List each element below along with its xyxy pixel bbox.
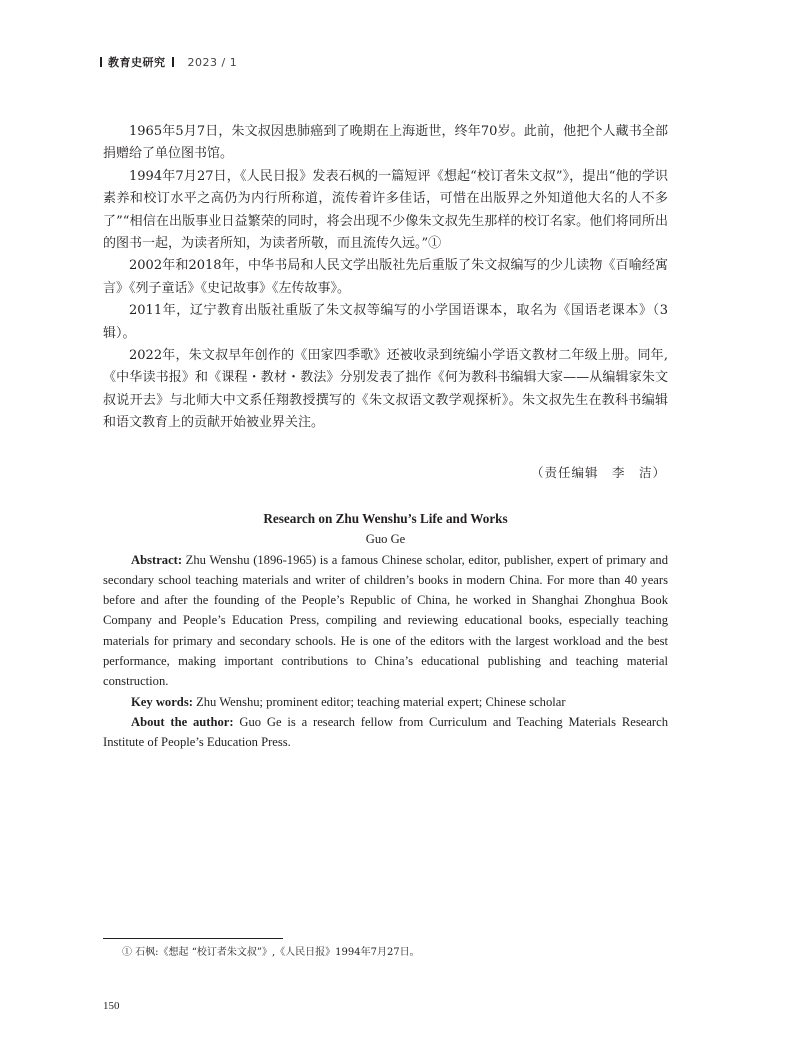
abstract-label: Abstract: — [131, 552, 183, 567]
header-bar-left — [100, 57, 102, 67]
keywords-text: Zhu Wenshu; prominent editor; teaching material expert; Chinese scholar — [192, 694, 566, 709]
keywords-label: Key words: — [131, 694, 193, 709]
chinese-body-text — [103, 121, 668, 435]
body-paragraph: 1965年5月7日，朱文叔因患肺癌到了晚期在上海逝世，终年70岁。此前，他把个人藏书全部捐赠给了单位图书馆。 — [103, 124, 668, 162]
footnote: ① 石枫:《想起 “校订者朱文叔”》,《人民日报》1994年7月27日。 — [122, 947, 420, 958]
about-author-paragraph — [103, 712, 668, 753]
about-author-label: About the author: — [131, 714, 234, 729]
header-bar-right — [172, 57, 174, 67]
body-paragraph: 2002年和2018年，中华书局和人民文学出版社先后重版了朱文叔编写的少儿读物《百喻经寓言》《列子童话》《史记故事》《左传故事》。 — [103, 258, 668, 296]
body-paragraph: 1994年7月27日，《人民日报》发表石枫的一篇短评《想起“校订者朱文叔”》，提出“他的学识素养和校订水平之高仍为内行所称道，流传着许多佳话，可惜在出版界之外知道他大名的人不多了”“相信在出版事业日益繁荣的同时，将会出现不少像朱文叔先生那样的校订名家。他们将同所出的图书一起，为读者所知，为读者所敬，而且流传久远。”① — [103, 168, 668, 252]
responsible-editor: （责任编辑 李 洁） — [530, 465, 666, 480]
keywords-paragraph — [103, 692, 668, 712]
english-author: Guo Ge — [365, 532, 406, 547]
issue-label: 2023 / 1 — [187, 55, 238, 69]
abstract-paragraph — [103, 550, 668, 692]
running-header — [100, 52, 237, 72]
footnote-divider — [103, 938, 283, 939]
body-paragraph: 2011年，辽宁教育出版社重版了朱文叔等编写的小学国语课本，取名为《国语老课本》（3辑）。 — [103, 303, 668, 341]
page-number: 150 — [103, 1000, 120, 1012]
abstract-text: Zhu Wenshu (1896-1965) is a famous Chinese scholar, editor, publisher, expert of primary and secondary school teaching materials and writer of children’s books in modern China. For more than 40 years before and after the founding of the People’s Republic of China, he worked in Shanghai Zhonghua Book Company and People’s Education Press, compiling and reviewing educational books, especially teaching materials for primary and secondary schools. He is one of the editors with the largest workload and the best performance, making important contributions to China’s educational publishing and teaching material construction. — [103, 552, 668, 689]
english-title: Research on Zhu Wenshu’s Life and Works — [263, 511, 508, 526]
journal-name: 教育史研究 — [108, 56, 166, 69]
about-author-text: Guo Ge is a research fellow from Curriculum and Teaching Materials Research Institute of People’s Education Press. — [103, 714, 668, 750]
body-paragraph: 2022年，朱文叔早年创作的《田家四季歌》还被收录到统编小学语文教材二年级上册。同年,《中华读书报》和《课程・教材・教法》分别发表了拙作《何为教科书编辑大家——从编辑家朱文叔说开去》与北师大中文系任翔教授撰写的《朱文叔语文教学观探析》。朱文叔先生在教科书编辑和语文教育上的贡献开始被业界关注。 — [103, 348, 668, 431]
english-abstract-section — [103, 509, 668, 753]
